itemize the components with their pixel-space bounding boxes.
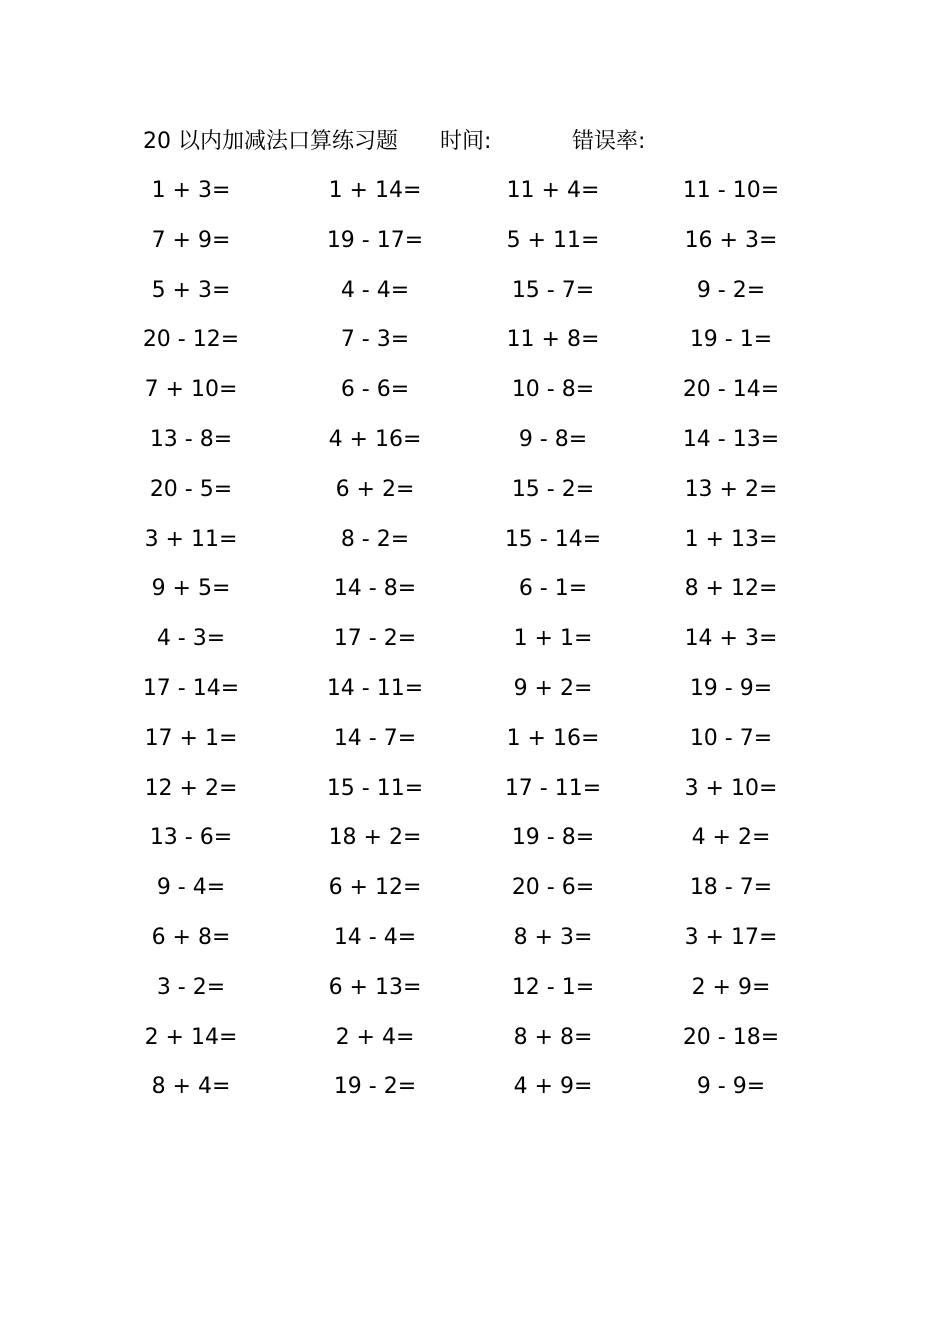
problem-item: 19 - 8=: [511, 825, 595, 851]
problem-row: [0, 220, 950, 270]
problem-item: 4 - 3=: [156, 626, 226, 652]
problem-item: 8 + 3=: [513, 924, 593, 950]
problem-item: 14 - 7=: [333, 725, 417, 751]
problem-item: 9 - 4=: [156, 875, 226, 901]
problem-item: 3 + 11=: [144, 526, 238, 552]
problem-item: 2 + 4=: [335, 1024, 415, 1050]
problem-row: [0, 867, 950, 917]
problem-item: 1 + 16=: [506, 725, 600, 751]
problem-row: [0, 768, 950, 818]
problem-row: [0, 519, 950, 569]
problem-item: 14 - 4=: [333, 924, 417, 950]
problem-row: [0, 668, 950, 718]
problem-item: 16 + 3=: [684, 227, 778, 253]
problem-item: 9 - 9=: [696, 1074, 766, 1100]
problem-item: 8 + 4=: [151, 1074, 231, 1100]
problem-item: 4 + 9=: [513, 1074, 593, 1100]
problem-item: 7 + 10=: [144, 377, 238, 403]
problem-row: [0, 1066, 950, 1116]
problem-row: [0, 917, 950, 967]
problem-item: 10 - 8=: [511, 377, 595, 403]
problem-item: 5 + 3=: [151, 277, 231, 303]
problem-item: 19 - 9=: [689, 675, 773, 701]
problem-row: [0, 967, 950, 1017]
problem-item: 8 + 8=: [513, 1024, 593, 1050]
problem-item: 4 - 4=: [340, 277, 410, 303]
problem-item: 5 + 11=: [506, 227, 600, 253]
problem-item: 10 - 7=: [689, 725, 773, 751]
problem-item: 1 + 3=: [151, 178, 231, 203]
problem-item: 6 + 13=: [328, 974, 422, 1000]
problem-item: 14 - 11=: [326, 675, 424, 701]
problem-item: 6 - 1=: [518, 576, 588, 602]
problem-item: 19 - 1=: [689, 327, 773, 353]
problem-item: 20 - 6=: [511, 875, 595, 901]
problem-row: [0, 718, 950, 768]
problem-item: 20 - 12=: [142, 327, 240, 353]
problem-item: 12 + 2=: [144, 775, 238, 801]
problem-item: 20 - 18=: [682, 1024, 780, 1050]
problem-item: 11 - 10=: [682, 178, 780, 203]
problem-item: 2 + 14=: [144, 1024, 238, 1050]
problem-row: [0, 270, 950, 320]
problem-item: 17 - 2=: [333, 626, 417, 652]
problem-row: [0, 1017, 950, 1067]
problem-item: 13 + 2=: [684, 476, 778, 502]
problem-item: 14 + 3=: [684, 626, 778, 652]
problem-row: [0, 419, 950, 469]
problem-row: [0, 319, 950, 369]
problem-item: 15 - 14=: [504, 526, 602, 552]
problem-item: 20 - 14=: [682, 377, 780, 403]
problem-item: 9 + 2=: [513, 675, 593, 701]
problem-item: 13 - 8=: [149, 426, 233, 452]
problem-item: 17 + 1=: [144, 725, 238, 751]
problem-item: 8 + 12=: [684, 576, 778, 602]
problem-item: 12 - 1=: [511, 974, 595, 1000]
problem-item: 20 - 5=: [149, 476, 233, 502]
problem-item: 15 - 11=: [326, 775, 424, 801]
problem-item: 18 - 7=: [689, 875, 773, 901]
problem-row: [0, 568, 950, 618]
problem-item: 1 + 13=: [684, 526, 778, 552]
problem-item: 19 - 17=: [326, 227, 424, 253]
problem-item: 7 - 3=: [340, 327, 410, 353]
problem-item: 19 - 2=: [333, 1074, 417, 1100]
worksheet-header: [0, 124, 950, 160]
worksheet-title: 20 以内加减法口算练习题: [143, 129, 398, 154]
problem-item: 6 + 2=: [335, 476, 415, 502]
problem-item: 17 - 14=: [142, 675, 240, 701]
problem-item: 18 + 2=: [328, 825, 422, 851]
problem-item: 2 + 9=: [691, 974, 771, 1000]
problem-item: 3 + 17=: [684, 924, 778, 950]
problem-item: 9 + 5=: [151, 576, 231, 602]
problem-item: 9 - 8=: [518, 426, 588, 452]
problem-item: 1 + 14=: [328, 178, 422, 203]
problem-item: 17 - 11=: [504, 775, 602, 801]
problem-row: [0, 817, 950, 867]
problem-item: 14 - 13=: [682, 426, 780, 452]
problem-item: 6 - 6=: [340, 377, 410, 403]
time-label: 时间:: [440, 129, 492, 154]
problem-item: 6 + 12=: [328, 875, 422, 901]
problem-item: 7 + 9=: [151, 227, 231, 253]
problem-item: 3 - 2=: [156, 974, 226, 1000]
problem-item: 11 + 8=: [506, 327, 600, 353]
problem-row: [0, 618, 950, 668]
problem-grid: [0, 170, 950, 1116]
problem-item: 15 - 7=: [511, 277, 595, 303]
error-rate-label: 错误率:: [572, 129, 646, 154]
problem-item: 3 + 10=: [684, 775, 778, 801]
problem-item: 15 - 2=: [511, 476, 595, 502]
problem-row: [0, 170, 950, 220]
problem-item: 11 + 4=: [506, 178, 600, 203]
problem-item: 13 - 6=: [149, 825, 233, 851]
problem-item: 4 + 16=: [328, 426, 422, 452]
problem-item: 14 - 8=: [333, 576, 417, 602]
problem-item: 6 + 8=: [151, 924, 231, 950]
problem-row: [0, 469, 950, 519]
problem-item: 9 - 2=: [696, 277, 766, 303]
problem-item: 4 + 2=: [691, 825, 771, 851]
problem-item: 1 + 1=: [513, 626, 593, 652]
problem-item: 8 - 2=: [340, 526, 410, 552]
problem-row: [0, 369, 950, 419]
